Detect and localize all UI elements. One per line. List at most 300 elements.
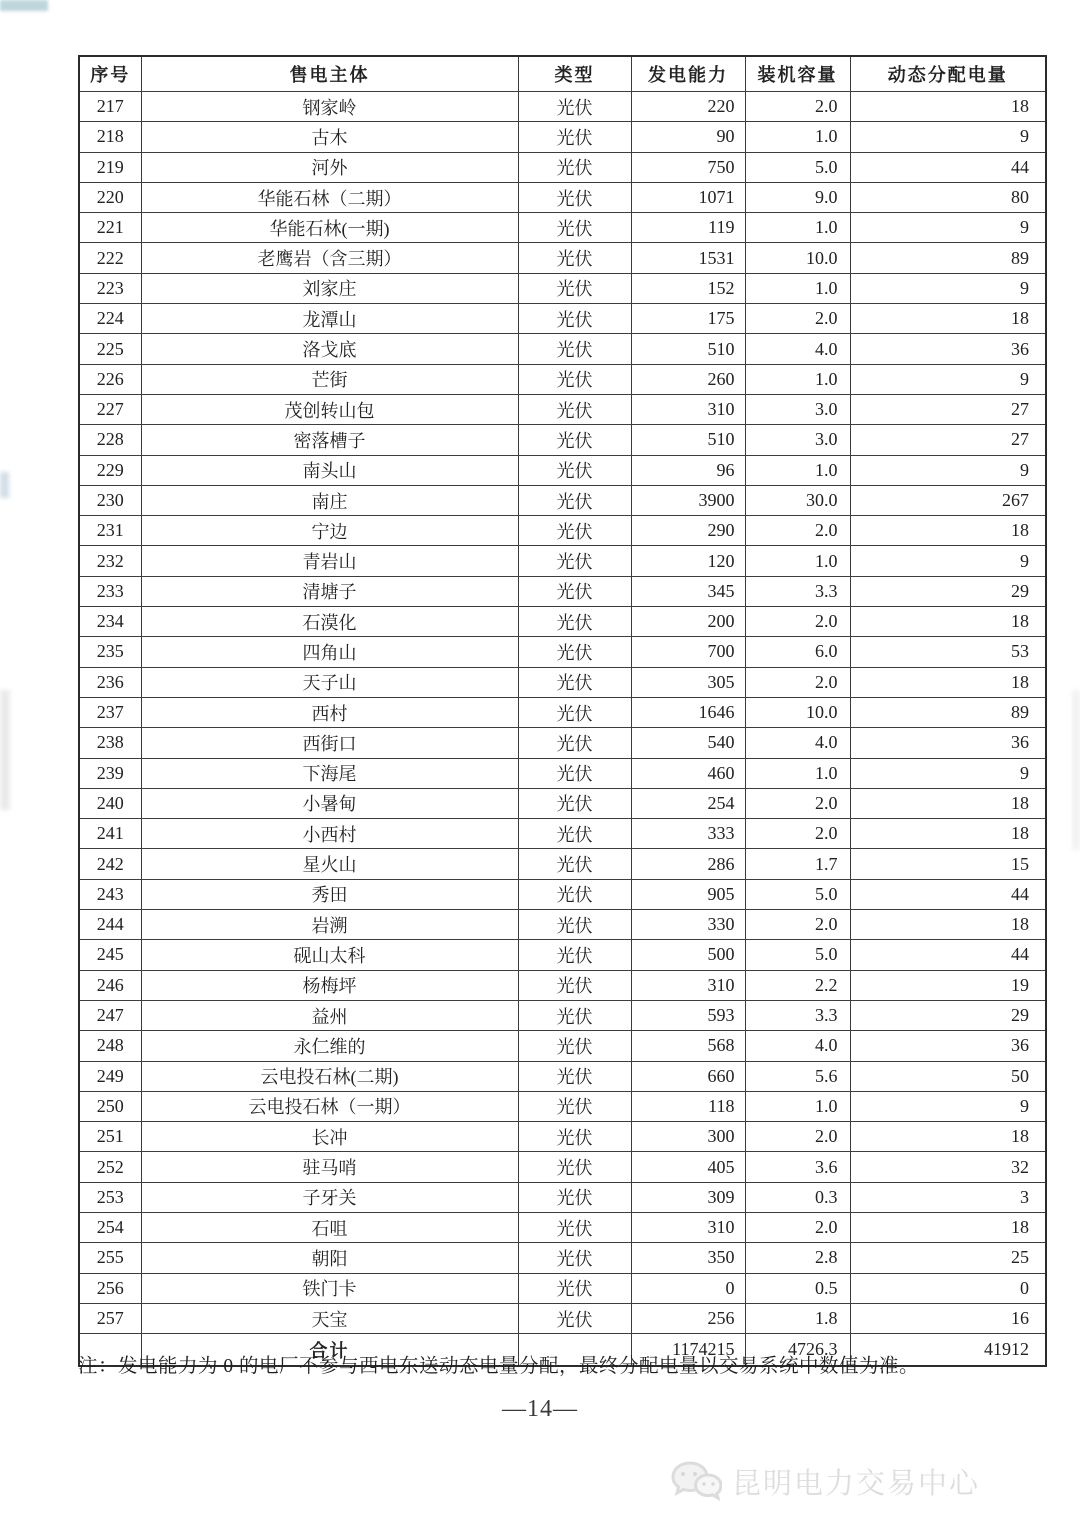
- table-cell: 18: [850, 819, 1046, 849]
- power-allocation-table-wrap: [78, 55, 1045, 1367]
- table-cell: 四角山: [141, 637, 518, 667]
- table-cell: 510: [631, 334, 745, 364]
- table-cell: 89: [850, 697, 1046, 727]
- table-cell: 星火山: [141, 849, 518, 879]
- table-row: [79, 1273, 1046, 1303]
- table-cell: 云电投石林（一期）: [141, 1091, 518, 1121]
- table-cell: 3.0: [745, 425, 850, 455]
- table-row: [79, 788, 1046, 818]
- table-cell: 光伏: [518, 304, 631, 334]
- table-cell: 239: [79, 758, 141, 788]
- table-row: [79, 516, 1046, 546]
- table-cell: 36: [850, 728, 1046, 758]
- table-cell: 光伏: [518, 1091, 631, 1121]
- table-row: [79, 970, 1046, 1000]
- table-cell: 光伏: [518, 425, 631, 455]
- table-row: [79, 576, 1046, 606]
- table-cell: 光伏: [518, 455, 631, 485]
- table-cell: 257: [79, 1303, 141, 1333]
- table-cell: 光伏: [518, 1061, 631, 1091]
- table-header-row: [79, 56, 1046, 92]
- table-cell: 9.0: [745, 182, 850, 212]
- column-header: 发电能力: [631, 56, 745, 92]
- table-cell: 250: [79, 1091, 141, 1121]
- table-cell: 光伏: [518, 122, 631, 152]
- table-cell: 光伏: [518, 92, 631, 122]
- table-cell: 217: [79, 92, 141, 122]
- table-row: [79, 697, 1046, 727]
- table-cell: 光伏: [518, 758, 631, 788]
- table-cell: 345: [631, 576, 745, 606]
- table-cell: 古木: [141, 122, 518, 152]
- table-cell: 235: [79, 637, 141, 667]
- table-cell: 260: [631, 364, 745, 394]
- wechat-chat-bubbles-icon: [670, 1460, 722, 1502]
- table-cell: 铁门卡: [141, 1273, 518, 1303]
- table-cell: 1.0: [745, 273, 850, 303]
- table-cell: 221: [79, 213, 141, 243]
- table-row: [79, 122, 1046, 152]
- table-cell: 241: [79, 819, 141, 849]
- table-cell: 宁边: [141, 516, 518, 546]
- table-cell: 200: [631, 607, 745, 637]
- table-cell: 568: [631, 1031, 745, 1061]
- table-row: [79, 637, 1046, 667]
- table-cell: 249: [79, 1061, 141, 1091]
- table-cell: 44: [850, 940, 1046, 970]
- table-cell: 18: [850, 667, 1046, 697]
- table-cell: 229: [79, 455, 141, 485]
- table-row: [79, 1091, 1046, 1121]
- table-cell: 242: [79, 849, 141, 879]
- table-cell: 光伏: [518, 243, 631, 273]
- table-cell: 1.7: [745, 849, 850, 879]
- table-cell: 光伏: [518, 213, 631, 243]
- table-row: [79, 1182, 1046, 1212]
- table-cell: 30.0: [745, 485, 850, 515]
- table-cell: 光伏: [518, 637, 631, 667]
- table-cell: 光伏: [518, 1152, 631, 1182]
- table-cell: 光伏: [518, 1212, 631, 1242]
- table-cell: 41912: [850, 1334, 1046, 1367]
- table-cell: 4.0: [745, 1031, 850, 1061]
- table-cell: 18: [850, 92, 1046, 122]
- table-cell: 天宝: [141, 1303, 518, 1333]
- table-cell: 光伏: [518, 485, 631, 515]
- table-cell: 237: [79, 697, 141, 727]
- table-cell: 6.0: [745, 637, 850, 667]
- table-cell: 253: [79, 1182, 141, 1212]
- table-cell: 光伏: [518, 1243, 631, 1273]
- table-cell: 1.8: [745, 1303, 850, 1333]
- table-cell: 4726.3: [745, 1334, 850, 1367]
- table-row: [79, 213, 1046, 243]
- table-cell: 光伏: [518, 1031, 631, 1061]
- table-cell: 44: [850, 879, 1046, 909]
- table-cell: 3900: [631, 485, 745, 515]
- table-cell: 252: [79, 1152, 141, 1182]
- table-cell: 232: [79, 546, 141, 576]
- table-cell: 228: [79, 425, 141, 455]
- table-cell: 刘家庄: [141, 273, 518, 303]
- table-cell: 2.0: [745, 667, 850, 697]
- table-row: [79, 910, 1046, 940]
- table-row: [79, 849, 1046, 879]
- table-row: [79, 728, 1046, 758]
- table-cell: 3.3: [745, 1000, 850, 1030]
- table-cell: 310: [631, 1212, 745, 1242]
- table-row: [79, 1152, 1046, 1182]
- table-cell: 350: [631, 1243, 745, 1273]
- table-cell: 226: [79, 364, 141, 394]
- table-cell: 9: [850, 122, 1046, 152]
- table-cell: 540: [631, 728, 745, 758]
- column-header: 装机容量: [745, 56, 850, 92]
- table-cell: 90: [631, 122, 745, 152]
- scan-artifact: [1072, 690, 1080, 850]
- table-row: [79, 758, 1046, 788]
- table-cell: 0: [631, 1273, 745, 1303]
- table-cell: 4.0: [745, 334, 850, 364]
- table-row: [79, 394, 1046, 424]
- table-cell: 子牙关: [141, 1182, 518, 1212]
- table-row: [79, 1243, 1046, 1273]
- table-cell: 254: [631, 788, 745, 818]
- table-cell: 36: [850, 1031, 1046, 1061]
- table-cell: 光伏: [518, 152, 631, 182]
- table-row: [79, 364, 1046, 394]
- table-cell: 9: [850, 364, 1046, 394]
- table-cell: 2.2: [745, 970, 850, 1000]
- table-cell: 223: [79, 273, 141, 303]
- table-cell: 光伏: [518, 1303, 631, 1333]
- table-cell: 茂创转山包: [141, 394, 518, 424]
- table-cell: 光伏: [518, 1122, 631, 1152]
- table-cell: 89: [850, 243, 1046, 273]
- table-cell: 236: [79, 667, 141, 697]
- table-row: [79, 92, 1046, 122]
- table-cell: 238: [79, 728, 141, 758]
- table-row: [79, 1031, 1046, 1061]
- table-cell: 老鹰岩（含三期）: [141, 243, 518, 273]
- table-cell: 224: [79, 304, 141, 334]
- table-row: [79, 607, 1046, 637]
- table-cell: 29: [850, 1000, 1046, 1030]
- table-cell: 27: [850, 425, 1046, 455]
- table-row: [79, 1303, 1046, 1333]
- table-cell: 永仁维的: [141, 1031, 518, 1061]
- table-cell: 32: [850, 1152, 1046, 1182]
- table-cell: 5.0: [745, 879, 850, 909]
- table-cell: 248: [79, 1031, 141, 1061]
- table-cell: 1.0: [745, 455, 850, 485]
- table-cell: 700: [631, 637, 745, 667]
- table-cell: 405: [631, 1152, 745, 1182]
- table-cell: 1.0: [745, 758, 850, 788]
- table-cell: 18: [850, 304, 1046, 334]
- table-cell: 小暑甸: [141, 788, 518, 818]
- table-cell: 219: [79, 152, 141, 182]
- table-cell: 西街口: [141, 728, 518, 758]
- table-cell: 19: [850, 970, 1046, 1000]
- table-cell: 光伏: [518, 940, 631, 970]
- table-cell: 2.0: [745, 607, 850, 637]
- table-cell: 247: [79, 1000, 141, 1030]
- table-cell: 洛戈底: [141, 334, 518, 364]
- table-cell: 5.6: [745, 1061, 850, 1091]
- table-cell: 驻马哨: [141, 1152, 518, 1182]
- table-cell: 255: [79, 1243, 141, 1273]
- table-row: [79, 1000, 1046, 1030]
- table-cell: 光伏: [518, 697, 631, 727]
- table-cell: 18: [850, 910, 1046, 940]
- footer-watermark: [670, 1460, 980, 1502]
- table-cell: 309: [631, 1182, 745, 1212]
- table-cell: 44: [850, 152, 1046, 182]
- table-cell: 36: [850, 334, 1046, 364]
- table-cell: 3.3: [745, 576, 850, 606]
- table-cell: 243: [79, 879, 141, 909]
- table-cell: 460: [631, 758, 745, 788]
- table-cell: 朝阳: [141, 1243, 518, 1273]
- table-cell: 光伏: [518, 788, 631, 818]
- table-row: [79, 243, 1046, 273]
- footnote: 注：发电能力为 0 的电厂不参与西电东送动态电量分配，最终分配电量以交易系统中数值为准。: [78, 1355, 920, 1377]
- table-cell: 245: [79, 940, 141, 970]
- table-cell: 500: [631, 940, 745, 970]
- table-cell: 2.0: [745, 788, 850, 818]
- table-cell: 2.0: [745, 1212, 850, 1242]
- scan-artifact: [0, 472, 9, 498]
- table-row: [79, 1122, 1046, 1152]
- scan-artifact: [0, 0, 48, 11]
- table-row: [79, 425, 1046, 455]
- table-row: [79, 1212, 1046, 1242]
- table-cell: 南庄: [141, 485, 518, 515]
- table-cell: 230: [79, 485, 141, 515]
- column-header: 类型: [518, 56, 631, 92]
- table-cell: 220: [79, 182, 141, 212]
- table-cell: 砚山太科: [141, 940, 518, 970]
- table-cell: 9: [850, 546, 1046, 576]
- table-cell: 231: [79, 516, 141, 546]
- page-number: —14—: [502, 1396, 578, 1422]
- table-cell: 9: [850, 1091, 1046, 1121]
- table-cell: 27: [850, 394, 1046, 424]
- table-cell: 53: [850, 637, 1046, 667]
- table-cell: 18: [850, 607, 1046, 637]
- table-cell: 9: [850, 455, 1046, 485]
- table-cell: 光伏: [518, 364, 631, 394]
- table-cell: 0.3: [745, 1182, 850, 1212]
- table-cell: 330: [631, 910, 745, 940]
- table-cell: 3: [850, 1182, 1046, 1212]
- table-cell: 9: [850, 273, 1046, 303]
- table-cell: 251: [79, 1122, 141, 1152]
- table-cell: 96: [631, 455, 745, 485]
- table-cell: 1.0: [745, 364, 850, 394]
- table-row: [79, 485, 1046, 515]
- table-cell: 16: [850, 1303, 1046, 1333]
- table-cell: 9: [850, 758, 1046, 788]
- table-cell: 660: [631, 1061, 745, 1091]
- table-cell: 10.0: [745, 243, 850, 273]
- table-cell: 0.5: [745, 1273, 850, 1303]
- table-cell: 333: [631, 819, 745, 849]
- table-cell: 芒街: [141, 364, 518, 394]
- table-cell: 1.0: [745, 213, 850, 243]
- table-cell: 云电投石林(二期): [141, 1061, 518, 1091]
- table-cell: 118: [631, 1091, 745, 1121]
- table-cell: 290: [631, 516, 745, 546]
- table-cell: 227: [79, 394, 141, 424]
- table-cell: 河外: [141, 152, 518, 182]
- table-cell: 1.0: [745, 1091, 850, 1121]
- table-cell: 254: [79, 1212, 141, 1242]
- table-cell: 光伏: [518, 546, 631, 576]
- table-cell: 天子山: [141, 667, 518, 697]
- table-cell: 218: [79, 122, 141, 152]
- table-cell: 310: [631, 394, 745, 424]
- table-cell: 下海尾: [141, 758, 518, 788]
- table-cell: 4.0: [745, 728, 850, 758]
- column-header: 动态分配电量: [850, 56, 1046, 92]
- table-cell: 3.0: [745, 394, 850, 424]
- table-cell: 2.8: [745, 1243, 850, 1273]
- scan-artifact: [0, 690, 10, 810]
- table-cell: 长冲: [141, 1122, 518, 1152]
- table-cell: 钢家岭: [141, 92, 518, 122]
- table-cell: 西村: [141, 697, 518, 727]
- table-cell: 234: [79, 607, 141, 637]
- table-cell: 0: [850, 1273, 1046, 1303]
- footer-brand-text: 昆明电力交易中心: [731, 1467, 980, 1500]
- column-header: 售电主体: [141, 56, 518, 92]
- table-cell: 18: [850, 1212, 1046, 1242]
- table-cell: 光伏: [518, 273, 631, 303]
- table-row: [79, 455, 1046, 485]
- table-cell: 2.0: [745, 92, 850, 122]
- table-cell: 光伏: [518, 607, 631, 637]
- table-cell: 18: [850, 1122, 1046, 1152]
- table-cell: 220: [631, 92, 745, 122]
- table-cell: 905: [631, 879, 745, 909]
- table-cell: 光伏: [518, 728, 631, 758]
- table-cell: 18: [850, 516, 1046, 546]
- table-cell: 光伏: [518, 849, 631, 879]
- table-row: [79, 334, 1046, 364]
- table-cell: 华能石林(一期): [141, 213, 518, 243]
- table-row: [79, 1061, 1046, 1091]
- table-cell: 233: [79, 576, 141, 606]
- column-header: 序号: [79, 56, 141, 92]
- table-cell: 秀田: [141, 879, 518, 909]
- table-cell: 510: [631, 425, 745, 455]
- table-cell: 15: [850, 849, 1046, 879]
- table-cell: 2.0: [745, 819, 850, 849]
- table-cell: 光伏: [518, 1273, 631, 1303]
- table-cell: 152: [631, 273, 745, 303]
- table-cell: 18: [850, 788, 1046, 818]
- table-row: [79, 273, 1046, 303]
- table-cell: 175: [631, 304, 745, 334]
- table-cell: 222: [79, 243, 141, 273]
- table-cell: 119: [631, 213, 745, 243]
- table-cell: 5.0: [745, 152, 850, 182]
- table-cell: 9: [850, 213, 1046, 243]
- table-cell: 50: [850, 1061, 1046, 1091]
- table-cell: 光伏: [518, 516, 631, 546]
- table-cell: 光伏: [518, 1182, 631, 1212]
- table-cell: 华能石林（二期）: [141, 182, 518, 212]
- table-cell: 286: [631, 849, 745, 879]
- table-cell: 益州: [141, 1000, 518, 1030]
- table-cell: 清塘子: [141, 576, 518, 606]
- power-allocation-table: [78, 55, 1047, 1367]
- table-cell: 光伏: [518, 576, 631, 606]
- table-cell: 1531: [631, 243, 745, 273]
- table-cell: 光伏: [518, 879, 631, 909]
- table-cell: 240: [79, 788, 141, 818]
- table-cell: 256: [631, 1303, 745, 1333]
- table-cell: 龙潭山: [141, 304, 518, 334]
- table-cell: 246: [79, 970, 141, 1000]
- table-cell: 25: [850, 1243, 1046, 1273]
- table-cell: 光伏: [518, 182, 631, 212]
- table-cell: 岩溯: [141, 910, 518, 940]
- table-row: [79, 546, 1046, 576]
- table-cell: 光伏: [518, 334, 631, 364]
- table-cell: 2.0: [745, 516, 850, 546]
- table-cell: 光伏: [518, 819, 631, 849]
- table-row: [79, 879, 1046, 909]
- table-cell: 5.0: [745, 940, 850, 970]
- table-cell: 南头山: [141, 455, 518, 485]
- table-cell: 29: [850, 576, 1046, 606]
- table-cell: 石咀: [141, 1212, 518, 1242]
- table-row: [79, 819, 1046, 849]
- table-cell: 光伏: [518, 970, 631, 1000]
- table-cell: 300: [631, 1122, 745, 1152]
- table-cell: 244: [79, 910, 141, 940]
- table-cell: 1.0: [745, 546, 850, 576]
- table-cell: 3.6: [745, 1152, 850, 1182]
- table-row: [79, 152, 1046, 182]
- table-cell: 光伏: [518, 667, 631, 697]
- table-cell: 青岩山: [141, 546, 518, 576]
- table-cell: 1646: [631, 697, 745, 727]
- table-cell: 2.0: [745, 910, 850, 940]
- table-cell: 120: [631, 546, 745, 576]
- table-cell: 1174215: [631, 1334, 745, 1367]
- table-cell: 750: [631, 152, 745, 182]
- table-cell: 石漠化: [141, 607, 518, 637]
- table-cell: 光伏: [518, 1000, 631, 1030]
- table-cell: 杨梅坪: [141, 970, 518, 1000]
- table-cell: 267: [850, 485, 1046, 515]
- table-cell: 1.0: [745, 122, 850, 152]
- table-row: [79, 304, 1046, 334]
- table-cell: 小西村: [141, 819, 518, 849]
- table-cell: 光伏: [518, 394, 631, 424]
- table-cell: 2.0: [745, 1122, 850, 1152]
- table-cell: 1071: [631, 182, 745, 212]
- table-row: [79, 182, 1046, 212]
- table-cell: 310: [631, 970, 745, 1000]
- table-cell: 光伏: [518, 910, 631, 940]
- table-cell: 225: [79, 334, 141, 364]
- table-row: [79, 667, 1046, 697]
